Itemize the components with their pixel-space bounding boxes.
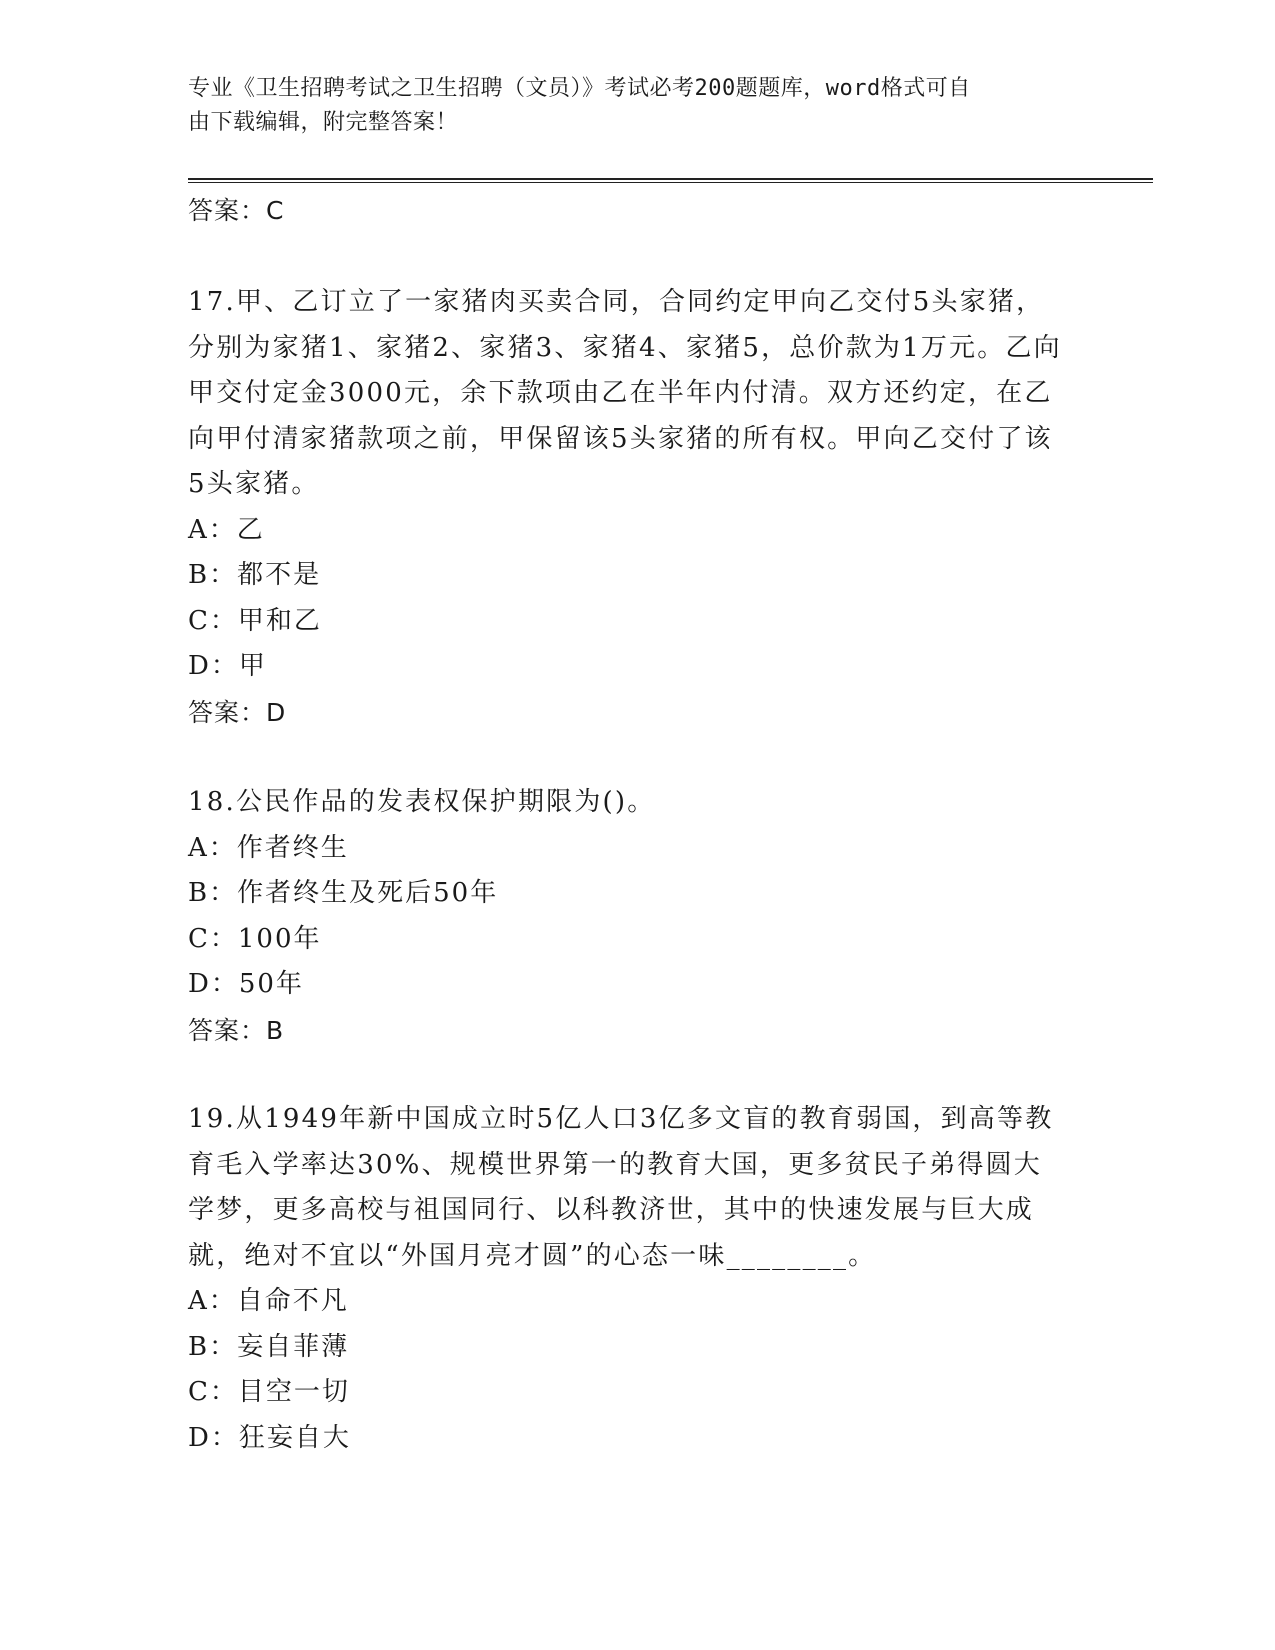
header-divider: [188, 178, 1153, 183]
option-d: D：甲: [188, 651, 267, 681]
option-b: B：妄自菲薄: [188, 1331, 350, 1362]
previous-answer: 答案：C: [188, 196, 285, 225]
answer-line: 答案：D: [188, 697, 287, 727]
question-stem: 17.甲、乙订立了一家猪肉买卖合同，合同约定甲向乙交付5头家猪，分别为家猪1、家猪2、家猪3、家猪4、家猪5，总价款为1万元。乙向甲交付定金3000元，余下款项由乙在半年内付清。双方还约定，在乙向甲付清家猪款项之前，甲保留该5头家猪的所有权。甲向乙交付了该5头家猪。: [188, 287, 1062, 499]
answer-line: 答案：B: [188, 1015, 285, 1045]
option-c: C：100年: [188, 923, 322, 954]
question-17: [188, 280, 1068, 736]
question-19: [188, 1097, 1068, 1461]
question-stem: 18.公民作品的发表权保护期限为()。: [188, 787, 656, 817]
question-18: [188, 780, 1068, 1054]
option-a: A：自命不凡: [188, 1286, 349, 1316]
option-a: A：作者终生: [188, 832, 349, 863]
header-line-2: 由下载编辑，附完整答案！: [188, 110, 459, 135]
document-header: [188, 72, 1048, 140]
option-c: C：甲和乙: [188, 605, 322, 636]
option-b: B：作者终生及死后50年: [188, 878, 499, 908]
option-d: D：50年: [188, 969, 304, 999]
option-c: C：目空一切: [188, 1377, 350, 1407]
header-line-1: 专业《卫生招聘考试之卫生招聘（文员）》考试必考200题题库，word格式可自: [188, 76, 971, 101]
option-b: B：都不是: [188, 560, 322, 590]
option-a: A：乙: [188, 514, 265, 545]
question-stem: 19.从1949年新中国成立时5亿人口3亿多文盲的教育弱国，到高等教育毛入学率达30%、规模世界第一的教育大国，更多贫民子弟得圆大学梦，更多高校与祖国同行、以科教济世，其中的快速发展与巨大成就，绝对不宜以“外国月亮才圆”的心态一味________。: [188, 1104, 1054, 1271]
option-d: D：狂妄自大: [188, 1422, 351, 1453]
